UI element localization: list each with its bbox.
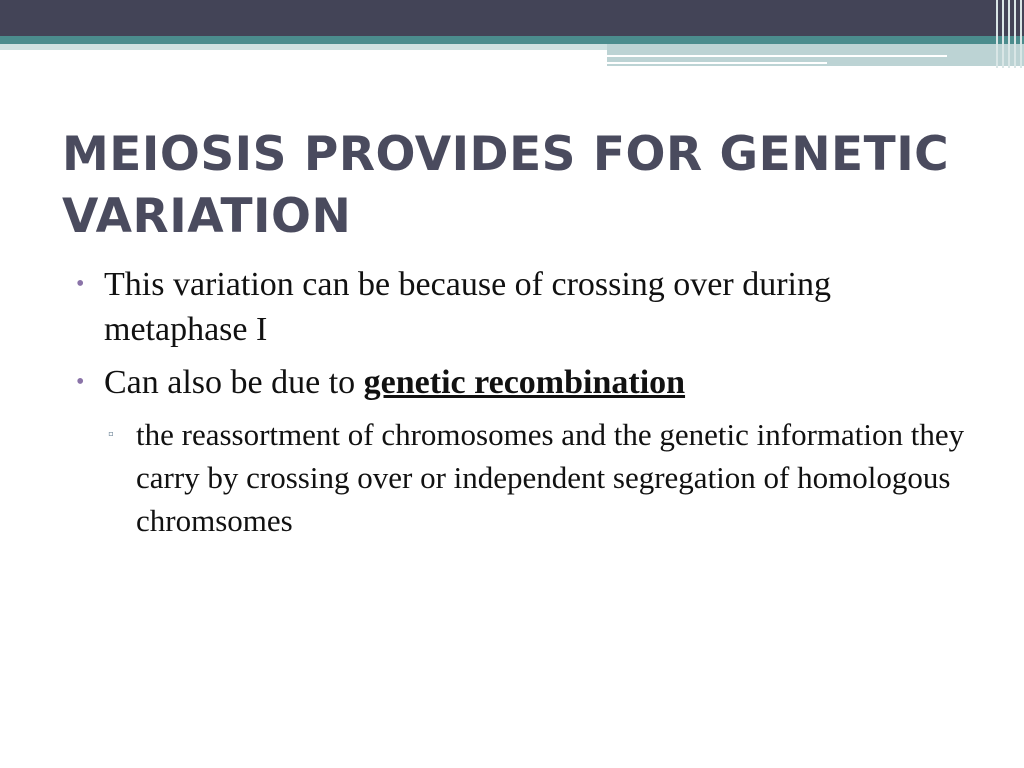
header-accent-line	[607, 55, 947, 57]
stripe	[1014, 0, 1016, 68]
bullet-icon: •	[76, 271, 85, 297]
slide-title: MEIOSIS PROVIDES FOR GENETIC VARIATION	[62, 127, 950, 244]
slide-header-decoration	[0, 0, 1024, 72]
stripe	[1020, 0, 1022, 68]
bullet-text: Can also be due to	[104, 364, 364, 401]
stripe	[1002, 0, 1004, 68]
slide-content	[76, 262, 976, 542]
key-term: genetic recombination	[363, 364, 686, 401]
header-stripes	[994, 0, 1024, 68]
stripe	[996, 0, 998, 68]
bullet-icon: •	[76, 369, 85, 395]
sub-bullet-item	[108, 413, 976, 542]
stripe	[1008, 0, 1010, 68]
header-teal-band	[0, 36, 1024, 44]
bullet-item	[76, 360, 976, 405]
header-accent-line	[607, 62, 827, 64]
sub-bullet-text: the reassortment of chromosomes and the genetic information they carry by crossing over or independent segregation of homologous chromsomes	[136, 417, 965, 538]
sub-bullet-icon: ▫	[108, 426, 114, 443]
header-dark-band	[0, 0, 1024, 36]
bullet-text: This variation can be because of crossing over during metaphase I	[104, 266, 831, 348]
bullet-item	[76, 262, 976, 352]
